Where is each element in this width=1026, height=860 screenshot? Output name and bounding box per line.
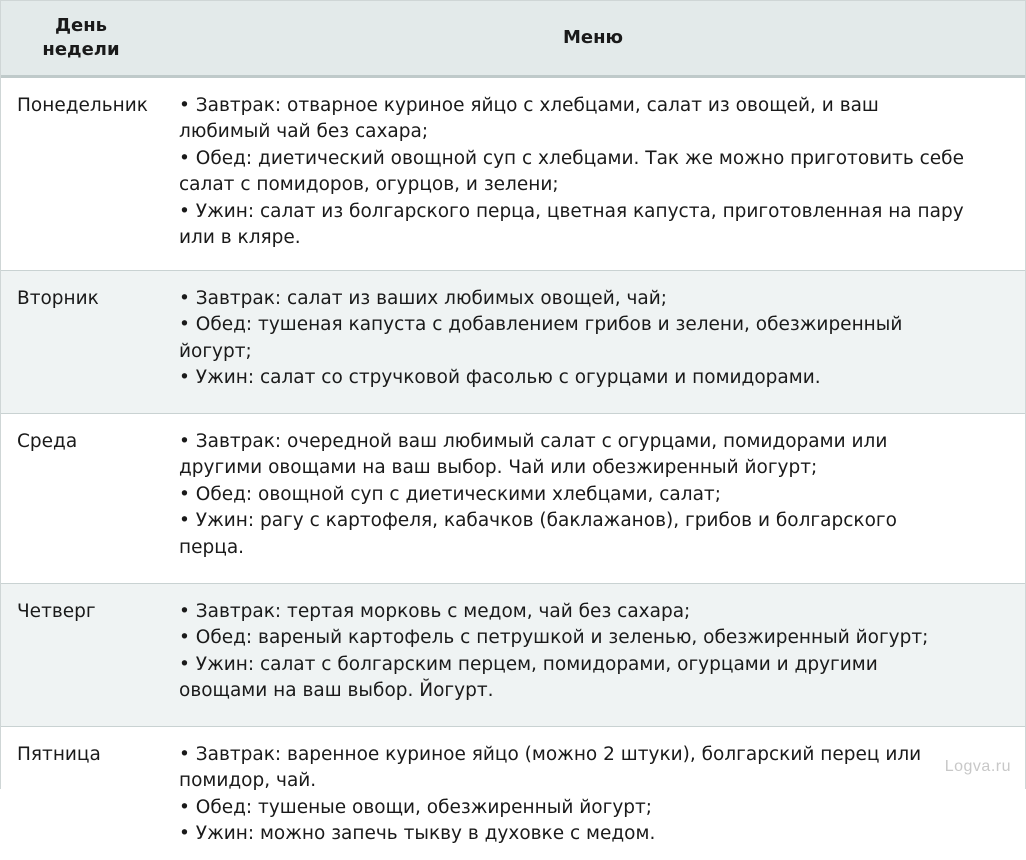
menu-line: салат с помидоров, огурцов, и зелени; [179, 172, 1017, 198]
day-header-line1: День [7, 14, 155, 38]
menu-cell [161, 727, 1025, 860]
menu-line: • Ужин: салат с болгарским перцем, помидорами, огурцами и другими [179, 652, 1017, 678]
menu-line: любимый чай без сахара; [179, 119, 1017, 145]
table-row-friday [1, 727, 1025, 860]
day-cell: Среда [1, 414, 161, 584]
menu-cell [161, 77, 1025, 271]
day-cell: Четверг [1, 584, 161, 727]
day-header-line2: недели [7, 38, 155, 62]
menu-cell [161, 584, 1025, 727]
menu-column-header: Меню [161, 1, 1025, 77]
menu-line: • Завтрак: салат из ваших любимых овощей, чай; [179, 286, 1017, 312]
table-row-wednesday [1, 414, 1025, 584]
table-row-tuesday [1, 271, 1025, 414]
menu-line: • Ужин: салат из болгарского перца, цветная капуста, приготовленная на пару [179, 199, 1017, 225]
day-cell: Понедельник [1, 77, 161, 271]
menu-cell [161, 414, 1025, 584]
day-cell: Вторник [1, 271, 161, 414]
menu-line: помидор, чай. [179, 768, 1017, 794]
menu-line: другими овощами на ваш выбор. Чай или обезжиренный йогурт; [179, 455, 1017, 481]
menu-line: • Завтрак: тертая морковь с медом, чай без сахара; [179, 599, 1017, 625]
menu-line: • Завтрак: варенное куриное яйцо (можно 2 штуки), болгарский перец или [179, 742, 1017, 768]
menu-line: • Обед: вареный картофель с петрушкой и зеленью, обезжиренный йогурт; [179, 625, 1017, 651]
menu-line: • Обед: овощной суп с диетическими хлебцами, салат; [179, 482, 1017, 508]
weekly-menu-table [1, 1, 1025, 860]
table-header-row [1, 1, 1025, 77]
table-row-thursday [1, 584, 1025, 727]
menu-line: • Завтрак: очередной ваш любимый салат с огурцами, помидорами или [179, 429, 1017, 455]
menu-line: • Обед: тушеные овощи, обезжиренный йогурт; [179, 795, 1017, 821]
day-cell: Пятница [1, 727, 161, 860]
menu-cell [161, 271, 1025, 414]
table-row-monday [1, 77, 1025, 271]
site-watermark: Logva.ru [945, 758, 1011, 776]
menu-line: • Обед: диетический овощной суп с хлебцами. Так же можно приготовить себе [179, 146, 1017, 172]
day-column-header [1, 1, 161, 77]
menu-line: • Ужин: рагу с картофеля, кабачков (баклажанов), грибов и болгарского [179, 508, 1017, 534]
menu-line: • Ужин: можно запечь тыкву в духовке с медом. [179, 821, 1017, 847]
menu-line: или в кляре. [179, 225, 1017, 251]
menu-line: • Завтрак: отварное куриное яйцо с хлебцами, салат из овощей, и ваш [179, 93, 1017, 119]
menu-line: • Обед: тушеная капуста с добавлением грибов и зелени, обезжиренный [179, 312, 1017, 338]
menu-line: перца. [179, 535, 1017, 561]
menu-line: йогурт; [179, 339, 1017, 365]
menu-line: овощами на ваш выбор. Йогурт. [179, 678, 1017, 704]
menu-line: • Ужин: салат со стручковой фасолью с огурцами и помидорами. [179, 365, 1017, 391]
